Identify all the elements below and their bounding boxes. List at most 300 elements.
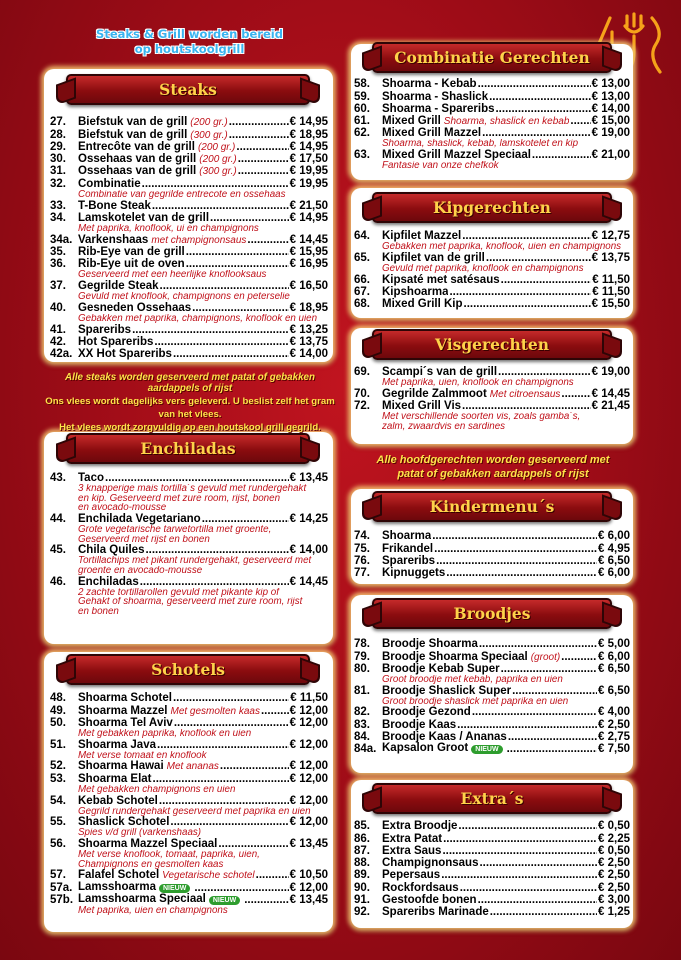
enchiladas-title: Enchiladas [140,439,236,458]
menu-item-row [50,348,328,360]
menu-item-row [354,567,630,579]
main-side-note [350,453,636,481]
item-price: € 14,45 [289,233,328,246]
item-description: Gevuld met knoflook, champignons en peterselie [78,292,290,302]
item-price: € 19,95 [289,165,328,178]
item-note: Vegetarische schotel [162,870,255,882]
dot-leader [105,472,289,484]
item-description: Met verschillende soorten vis, zoals gamba´s, [382,412,581,422]
dot-leader [218,838,288,850]
item-number: 31. [50,165,66,178]
item-number: 49. [50,704,66,717]
vis-title: Visgerechten [434,335,550,354]
item-number: 52. [50,760,66,773]
item-description: 2 zachte tortillarollen gevuld met pikante kip of [78,587,279,598]
dot-leader [145,544,288,556]
dot-leader [210,212,289,224]
item-number: 50. [50,716,66,729]
menu-item-row [50,760,328,772]
item-price: € 14,25 [289,513,328,526]
item-name: Gesneden Ossehaas [78,301,192,314]
dot-leader [186,258,289,270]
item-description: Combinatie van gegrilde entrecote en ossehaas [78,189,286,200]
item-price: € 6,50 [598,684,630,697]
item-name: Mixed Grill Vis [382,400,462,413]
menu-item-row [354,845,630,857]
item-description: Groot broodje met kebab, paprika en uien [382,674,563,685]
item-name: Spareribs [78,323,132,336]
menu-item-row [50,233,328,245]
menu-item-row [50,141,328,153]
item-price: € 13,00 [591,90,630,103]
menu-item-row [50,738,328,750]
item-note: (200 gr.) [190,117,228,129]
item-name: Kipfilet Mazzel [382,230,462,243]
dot-leader [170,816,288,828]
dot-leader [229,116,289,128]
menu-item-row [354,149,630,161]
item-name: Kapsalon Groot NIEUW [382,742,506,755]
item-number: 90. [354,881,370,894]
menu-item-row [354,230,630,242]
item-number: 74. [354,530,370,543]
item-price: € 6,00 [598,530,630,543]
dot-leader [247,234,288,246]
item-name: Gestoofde bonen [382,894,477,907]
item-description: en avocado-mousse [78,503,167,513]
item-description: Geserveerd met rijst en bonen [78,534,210,545]
dot-leader [482,127,591,139]
item-number: 65. [354,252,370,265]
menu-item-row [50,212,328,224]
item-number: 48. [50,692,66,705]
item-price: € 15,50 [591,298,630,311]
broodjes-banner [372,598,612,629]
item-name: Combinatie [78,177,141,190]
menu-item-row [50,772,328,784]
item-name: Spareribs [382,554,436,567]
item-price: € 19,95 [289,177,328,190]
kindermenu-title: Kindermenu´s [429,497,555,516]
dot-leader [238,153,289,165]
vis-list [354,366,630,431]
menu-item-row [50,717,328,729]
dot-leader [229,129,289,141]
item-number: 79. [354,650,370,663]
dot-leader [462,230,590,242]
item-description: 3 knapperige mais tortilla´s gevuld met rundergehakt [78,484,307,494]
menu-item-row [354,731,630,743]
item-number: 60. [354,102,370,115]
item-number: 34. [50,211,66,224]
item-note: (200 gr.) [199,154,237,166]
schotels-list [50,692,328,916]
dot-leader [501,274,592,286]
menu-item-row [354,650,630,662]
item-name: Ossehaas van de grill (200 gr.) [78,153,237,166]
steaks-side-note: Alle steaks worden geserveerd met patat of gebakken aardappels of rijst [65,372,315,394]
item-number: 64. [354,230,370,243]
combinatie-title: Combinatie Gerechten [394,48,590,67]
item-number: 68. [354,298,370,311]
item-description: Shoarma, shaslick, kebab, lamskotelet en kip [382,139,579,149]
dot-leader [436,555,597,567]
dot-leader [192,302,288,314]
item-description: Met gebakken paprika, knoflook en uien [78,728,252,739]
extras-banner [372,783,612,814]
dot-leader [261,705,289,717]
item-name: Extra Saus [382,844,442,857]
item-price: € 13,75 [289,335,328,348]
meat-quality-line-2: Het vlees wordt zorgvuldig op een houtskool grill gegrild. [59,422,321,433]
menu-item-row [50,575,328,587]
item-name: Mixed Grill Kip [382,298,463,311]
menu-item-row [354,706,630,718]
item-note: Shoarma, shaslick en kebab [443,116,570,128]
enchiladas-list [50,472,328,616]
dot-leader [432,530,597,542]
menu-item-row [354,718,630,730]
item-name: Chila Quiles [78,544,145,557]
item-price: € 13,00 [591,78,630,91]
item-name: Taco [78,472,104,485]
dot-leader [462,400,591,412]
item-price: € 2,25 [598,832,630,845]
item-number: 86. [354,832,370,845]
item-description: Gebakken met paprika, knoflook, uien en champignons [382,242,622,252]
dot-leader [256,869,289,881]
item-price: € 12,00 [289,738,328,751]
item-number: 42. [50,335,66,348]
item-price: € 2,75 [598,731,630,744]
item-price: € 12,00 [289,760,328,773]
item-number: 89. [354,869,370,882]
item-number: 92. [354,906,370,919]
dot-leader [478,78,591,90]
item-name: Shoarma - Spareribs [382,102,495,115]
new-badge: NIEUW [158,883,191,894]
item-number: 61. [354,115,370,128]
item-price: € 13,25 [289,323,328,336]
item-description: Met paprika, knoflook, ui en champignons [78,223,259,234]
menu-item-row [354,90,630,102]
item-price: € 14,45 [289,575,328,588]
item-price: € 21,45 [591,400,630,413]
dot-leader [194,882,288,894]
item-name: Kebab Schotel [78,794,158,807]
item-number: 59. [354,90,370,103]
item-description: Geserveerd met een heerlijke knoflooksaus [78,270,267,280]
item-number: 76. [354,554,370,567]
item-number: 40. [50,301,66,314]
item-name: Broodje Shoarma [382,638,478,651]
dot-leader [132,324,289,336]
item-name: T-Bone Steak [78,199,151,212]
item-number: 67. [354,286,370,299]
item-number: 57a. [50,881,73,894]
item-price: € 5,00 [598,638,630,651]
item-note: Met citroensaus [489,389,561,401]
dot-leader [236,141,288,153]
menu-item-row [354,857,630,869]
item-price: € 14,95 [289,140,328,153]
menu-item-row [354,869,630,881]
item-price: € 1,25 [598,906,630,919]
item-name: Spareribs Marinade [382,906,489,919]
kip-banner [372,192,612,223]
item-number: 57. [50,869,66,882]
item-description: zalm, zwaardvis en sardines [382,421,506,432]
dot-leader [561,651,597,663]
menu-item-row [50,128,328,140]
intro-line-1: Steaks & Grill worden bereid [96,27,283,41]
item-name: Lamsshoarma NIEUW [78,881,193,894]
main-side-line-2: patat of gebakken aardappels of rijst [397,468,589,480]
item-number: 32. [50,177,66,190]
item-price: € 14,00 [591,102,630,115]
item-name: Enchilada Vegetariano [78,513,201,526]
item-price: € 11,50 [290,692,328,705]
item-price: € 14,95 [289,211,328,224]
item-number: 62. [354,127,370,140]
menu-item-row [354,127,630,139]
item-price: € 7,50 [598,743,630,756]
item-name: Rockfordsaus [382,881,459,894]
menu-item-row [354,684,630,696]
item-number: 82. [354,706,370,719]
dot-leader [490,906,597,918]
item-note: met champignonsaus [151,234,247,246]
menu-item-row [354,906,630,918]
menu-item-row [354,274,630,286]
menu-item-row [50,894,328,906]
item-name: Entrecôte van de grill (200 gr.) [78,140,236,153]
menu-item-row [50,794,328,806]
item-name: Shoarma Elat [78,772,152,785]
item-number: 35. [50,245,66,258]
item-price: € 0,50 [598,844,630,857]
menu-item-row [50,280,328,292]
dot-leader [446,567,597,579]
item-number: 84a. [354,743,377,756]
item-name: Shaslick Schotel [78,816,170,829]
dot-leader [478,894,597,906]
item-description: Gebakken met paprika, champignons, knoflook en uien [78,313,318,324]
item-description: Met paprika, uien en champignons [78,906,228,916]
item-name: Shoarma Schotel [78,692,172,705]
combinatie-banner [372,42,612,73]
dot-leader [532,149,591,161]
item-note: (300 gr.) [199,166,237,178]
menu-item-row [354,832,630,844]
schotels-banner [66,654,310,685]
item-name: XX Hot Spareribs [78,348,172,361]
item-description: Gegrild rundergehakt geserveerd met paprika en uien [78,806,311,817]
menu-item-row [354,530,630,542]
extras-list [354,820,630,918]
item-price: € 19,00 [591,366,630,379]
enchiladas-banner [66,433,310,464]
item-number: 85. [354,820,370,833]
item-number: 37. [50,280,66,293]
item-price: € 2,50 [598,869,630,882]
kindermenu-list [354,530,630,579]
item-number: 28. [50,128,66,141]
item-price: € 12,00 [289,716,328,729]
menu-item-row [50,323,328,335]
dot-leader [512,685,597,697]
item-note: (300 gr.) [190,129,228,141]
dot-leader [561,388,590,400]
dot-leader [458,820,597,832]
menu-item-row [50,116,328,128]
menu-item-row [50,258,328,270]
menu-item-row [354,743,630,755]
item-number: 78. [354,638,370,651]
broodjes-list [354,638,630,755]
menu-item-row [354,542,630,554]
kindermenu-banner [372,491,612,522]
item-number: 72. [354,400,370,413]
menu-item-row [354,78,630,90]
item-description: Met gebakken champignons en uien [78,784,236,795]
menu-item-row [354,298,630,310]
menu-item-row [354,820,630,832]
item-price: € 16,50 [289,280,328,293]
item-number: 81. [354,684,370,697]
item-number: 44. [50,513,66,526]
item-number: 57b. [50,894,74,907]
item-price: € 2,50 [598,718,630,731]
item-number: 66. [354,273,370,286]
schotels-title: Schotels [151,660,225,679]
item-description: Fantasie van onze chefkok [382,161,499,171]
dot-leader [153,773,289,785]
item-number: 84. [354,731,370,744]
item-number: 75. [354,542,370,555]
item-description: Grote vegetarische tarwetortilla met groente, [78,525,272,535]
item-number: 80. [354,662,370,675]
item-name: Extra Patat [382,832,443,845]
item-price: € 13,45 [289,838,328,851]
item-description: en kip. Geserveerd met zure room, rijst, bonen [78,493,281,504]
dot-leader [479,857,597,869]
intro-line-2: op houtskoolgrill [134,42,245,56]
item-name: Kipsaté met satésaus [382,273,500,286]
dot-leader [174,717,289,729]
item-price: € 6,50 [598,554,630,567]
item-price: € 11,50 [592,273,630,286]
menu-item-row [50,153,328,165]
item-number: 91. [354,894,370,907]
item-name: Rib-Eye van de grill [78,245,185,258]
item-name: Broodje Kebab Super [382,662,500,675]
kip-title: Kipgerechten [433,198,551,217]
item-price: € 15,00 [591,115,630,128]
item-note: (groot) [530,651,561,663]
item-name: Ossehaas van de grill (300 gr.) [78,165,237,178]
item-number: 43. [50,472,66,485]
item-name: Shoarma - Kebab [382,78,477,91]
item-price: € 4,95 [598,542,630,555]
menu-item-row [354,400,630,412]
item-number: 53. [50,772,66,785]
item-number: 30. [50,153,66,166]
item-number: 55. [50,816,66,829]
item-name: Mixed Grill Mazzel [382,127,482,140]
item-number: 63. [354,149,370,162]
item-price: € 14,45 [591,388,630,401]
item-name: Mixed Grill Mazzel Speciaal [382,149,531,162]
menu-item-row [50,302,328,314]
menu-item-row [50,199,328,211]
item-name: Shoarma - Shaslick [382,90,489,103]
item-name: Lamskotelet van de grill [78,211,210,224]
dot-leader [434,543,597,555]
item-price: € 18,95 [289,128,328,141]
item-name: Broodje Kaas [382,718,457,731]
menu-item-row [50,838,328,850]
main-side-line-1: Alle hoofdgerechten worden geserveerd met [376,454,610,466]
item-name: Champignonsaus [382,857,479,870]
item-number: 34a. [50,233,73,246]
menu-item-row [50,881,328,893]
item-description: Gehakt of shoarma, geserveerd met zure room, rijst [78,597,303,607]
item-price: € 21,50 [289,199,328,212]
item-name: Shoarma Tel Aviv [78,716,173,729]
item-price: € 10,50 [289,869,328,882]
menu-item-row [354,366,630,378]
item-number: 45. [50,544,66,557]
new-badge: NIEUW [470,744,503,755]
dot-leader [157,739,289,751]
item-description: Spies v/d grill (varkenshaas) [78,828,202,838]
item-name: Lamsshoarma Speciaal NIEUW [78,893,243,906]
dot-leader [449,286,591,298]
item-price: € 17,50 [289,153,328,166]
item-price: € 19,00 [591,127,630,140]
item-note: Met gesmolten kaas [170,705,260,717]
menu-item-row [50,177,328,189]
item-price: € 12,00 [289,816,328,829]
dot-leader [442,845,597,857]
menu-item-row [50,336,328,348]
dot-leader [495,103,590,115]
item-name: Scampi´s van de grill [382,366,498,379]
meat-quality-line-1: Ons vlees wordt dagelijks vers geleverd. U beslist zelf het gram van het vlees. [45,396,335,420]
item-number: 56. [50,838,66,851]
dot-leader [489,91,591,103]
dot-leader [441,869,597,881]
menu-item-row [354,252,630,264]
item-price: € 6,00 [598,650,630,663]
item-number: 69. [354,366,370,379]
item-name: Biefstuk van de grill (200 gr.) [78,116,228,129]
item-name: Broodje Shoarma Speciaal (groot) [382,650,561,663]
item-number: 54. [50,794,66,807]
item-price: € 12,00 [289,772,328,785]
item-name: Shoarma [382,530,432,543]
item-description: Champignons en gesmolten kaas [78,859,224,870]
menu-item-row [354,894,630,906]
item-description: en bonen [78,606,119,617]
item-price: € 13,45 [289,894,328,907]
dot-leader [570,115,590,127]
item-price: € 2,50 [598,857,630,870]
item-name: Broodje Gezond [382,706,471,719]
item-name: Mixed Grill Shoarma, shaslick en kebab [382,115,570,128]
item-price: € 2,50 [598,881,630,894]
